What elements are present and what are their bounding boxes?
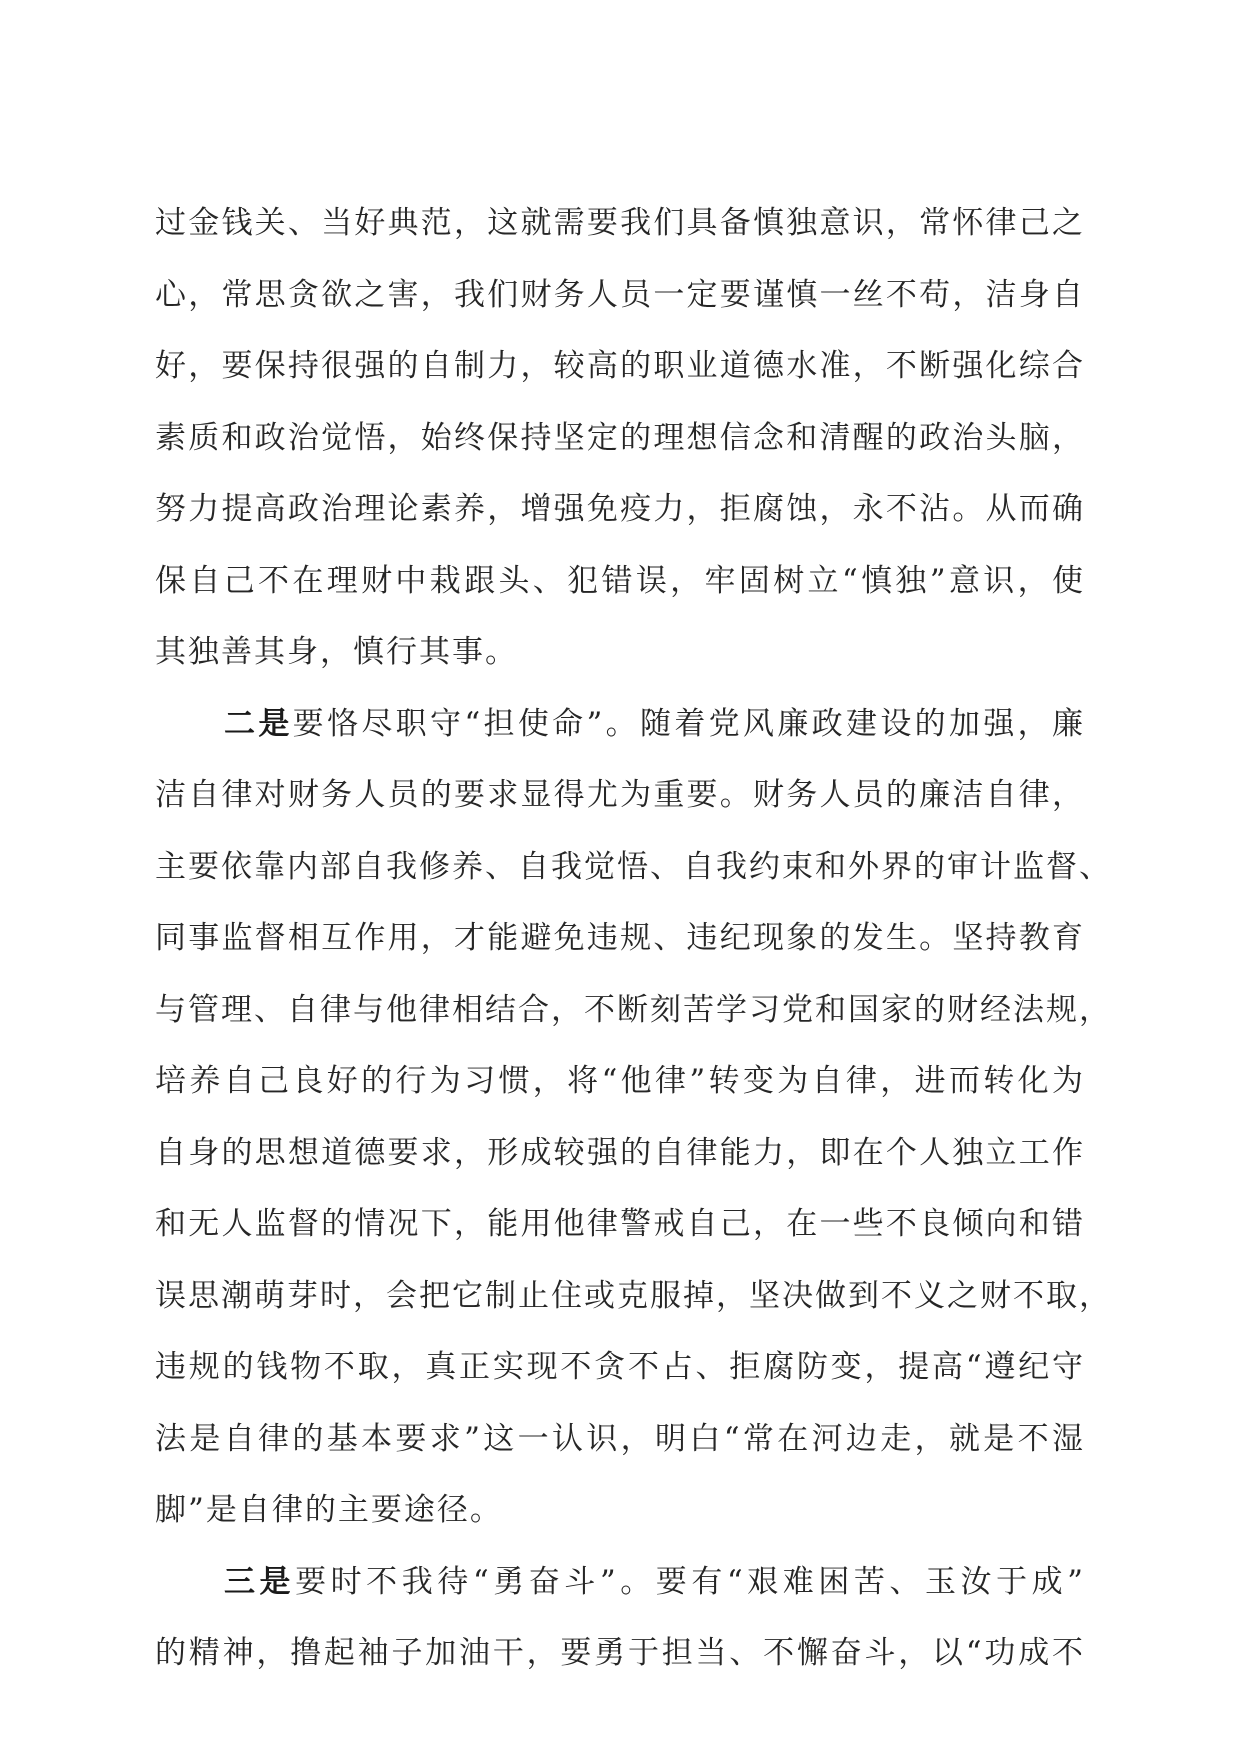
- paragraph-2: [155, 689, 1112, 1547]
- text-line: 过金钱关、当好典范，这就需要我们具备慎独意识，常怀律己之: [155, 205, 1085, 241]
- text-line: 脚”是自律的主要途径。: [155, 1492, 503, 1528]
- text-line: 好，要保持很强的自制力，较高的职业道德水准，不断强化综合: [155, 348, 1085, 384]
- text-line: 同事监督相互作用，才能避免违规、违纪现象的发生。坚持教育: [155, 920, 1085, 956]
- text-line: 误思潮萌芽时，会把它制止住或克服掉，坚决做到不义之财不取，: [155, 1277, 1112, 1314]
- text-line: 培养自己良好的行为习惯，将“他律”转变为自律，进而转化为: [155, 1063, 1085, 1099]
- text-line: 法是自律的基本要求”这一认识，明白“常在河边走，就是不湿: [155, 1420, 1085, 1457]
- text-line: 与管理、自律与他律相结合，不断刻苦学习党和国家的财经法规，: [155, 991, 1112, 1028]
- paragraph-lead: 二是: [224, 705, 293, 742]
- text-line: 自身的思想道德要求，形成较强的自律能力，即在个人独立工作: [155, 1134, 1085, 1171]
- text-line: 心，常思贪欲之害，我们财务人员一定要谨慎一丝不苟，洁身自: [155, 276, 1085, 313]
- text-line: 其独善其身，慎行其事。: [155, 634, 518, 670]
- text-line-content: 要恪尽职守“担使命”。随着党风廉政建设的加强，廉: [292, 705, 1085, 742]
- text-line: 素质和政治觉悟，始终保持坚定的理想信念和清醒的政治头脑，: [155, 419, 1085, 456]
- text-line: 努力提高政治理论素养，增强免疫力，拒腐蚀，永不沾。从而确: [155, 491, 1085, 527]
- text-line: 和无人监督的情况下，能用他律警戒自己，在一些不良倾向和错: [155, 1206, 1085, 1242]
- text-line: 保自己不在理财中栽跟头、犯错误，牢固树立“慎独”意识，使: [155, 562, 1085, 599]
- text-line: 洁自律对财务人员的要求显得尤为重要。财务人员的廉洁自律，: [155, 777, 1085, 813]
- text-line: 的精神，撸起袖子加油干，要勇于担当、不懈奋斗，以“功成不: [155, 1635, 1085, 1671]
- text-line: [155, 689, 1085, 761]
- text-line: 违规的钱物不取，真正实现不贪不占、拒腐防变，提高“遵纪守: [155, 1349, 1085, 1385]
- document-body: [155, 188, 1112, 1690]
- text-line-content: 要时不我待“勇奋斗”。要有“艰难困苦、玉汝于成”: [295, 1563, 1086, 1600]
- paragraph-lead: 三是: [224, 1563, 296, 1600]
- paragraph-1: [155, 188, 1085, 689]
- text-line: 主要依靠内部自我修养、自我觉悟、自我约束和外界的审计监督、: [155, 848, 1112, 885]
- text-line: [155, 1547, 1085, 1619]
- paragraph-3: [155, 1547, 1085, 1690]
